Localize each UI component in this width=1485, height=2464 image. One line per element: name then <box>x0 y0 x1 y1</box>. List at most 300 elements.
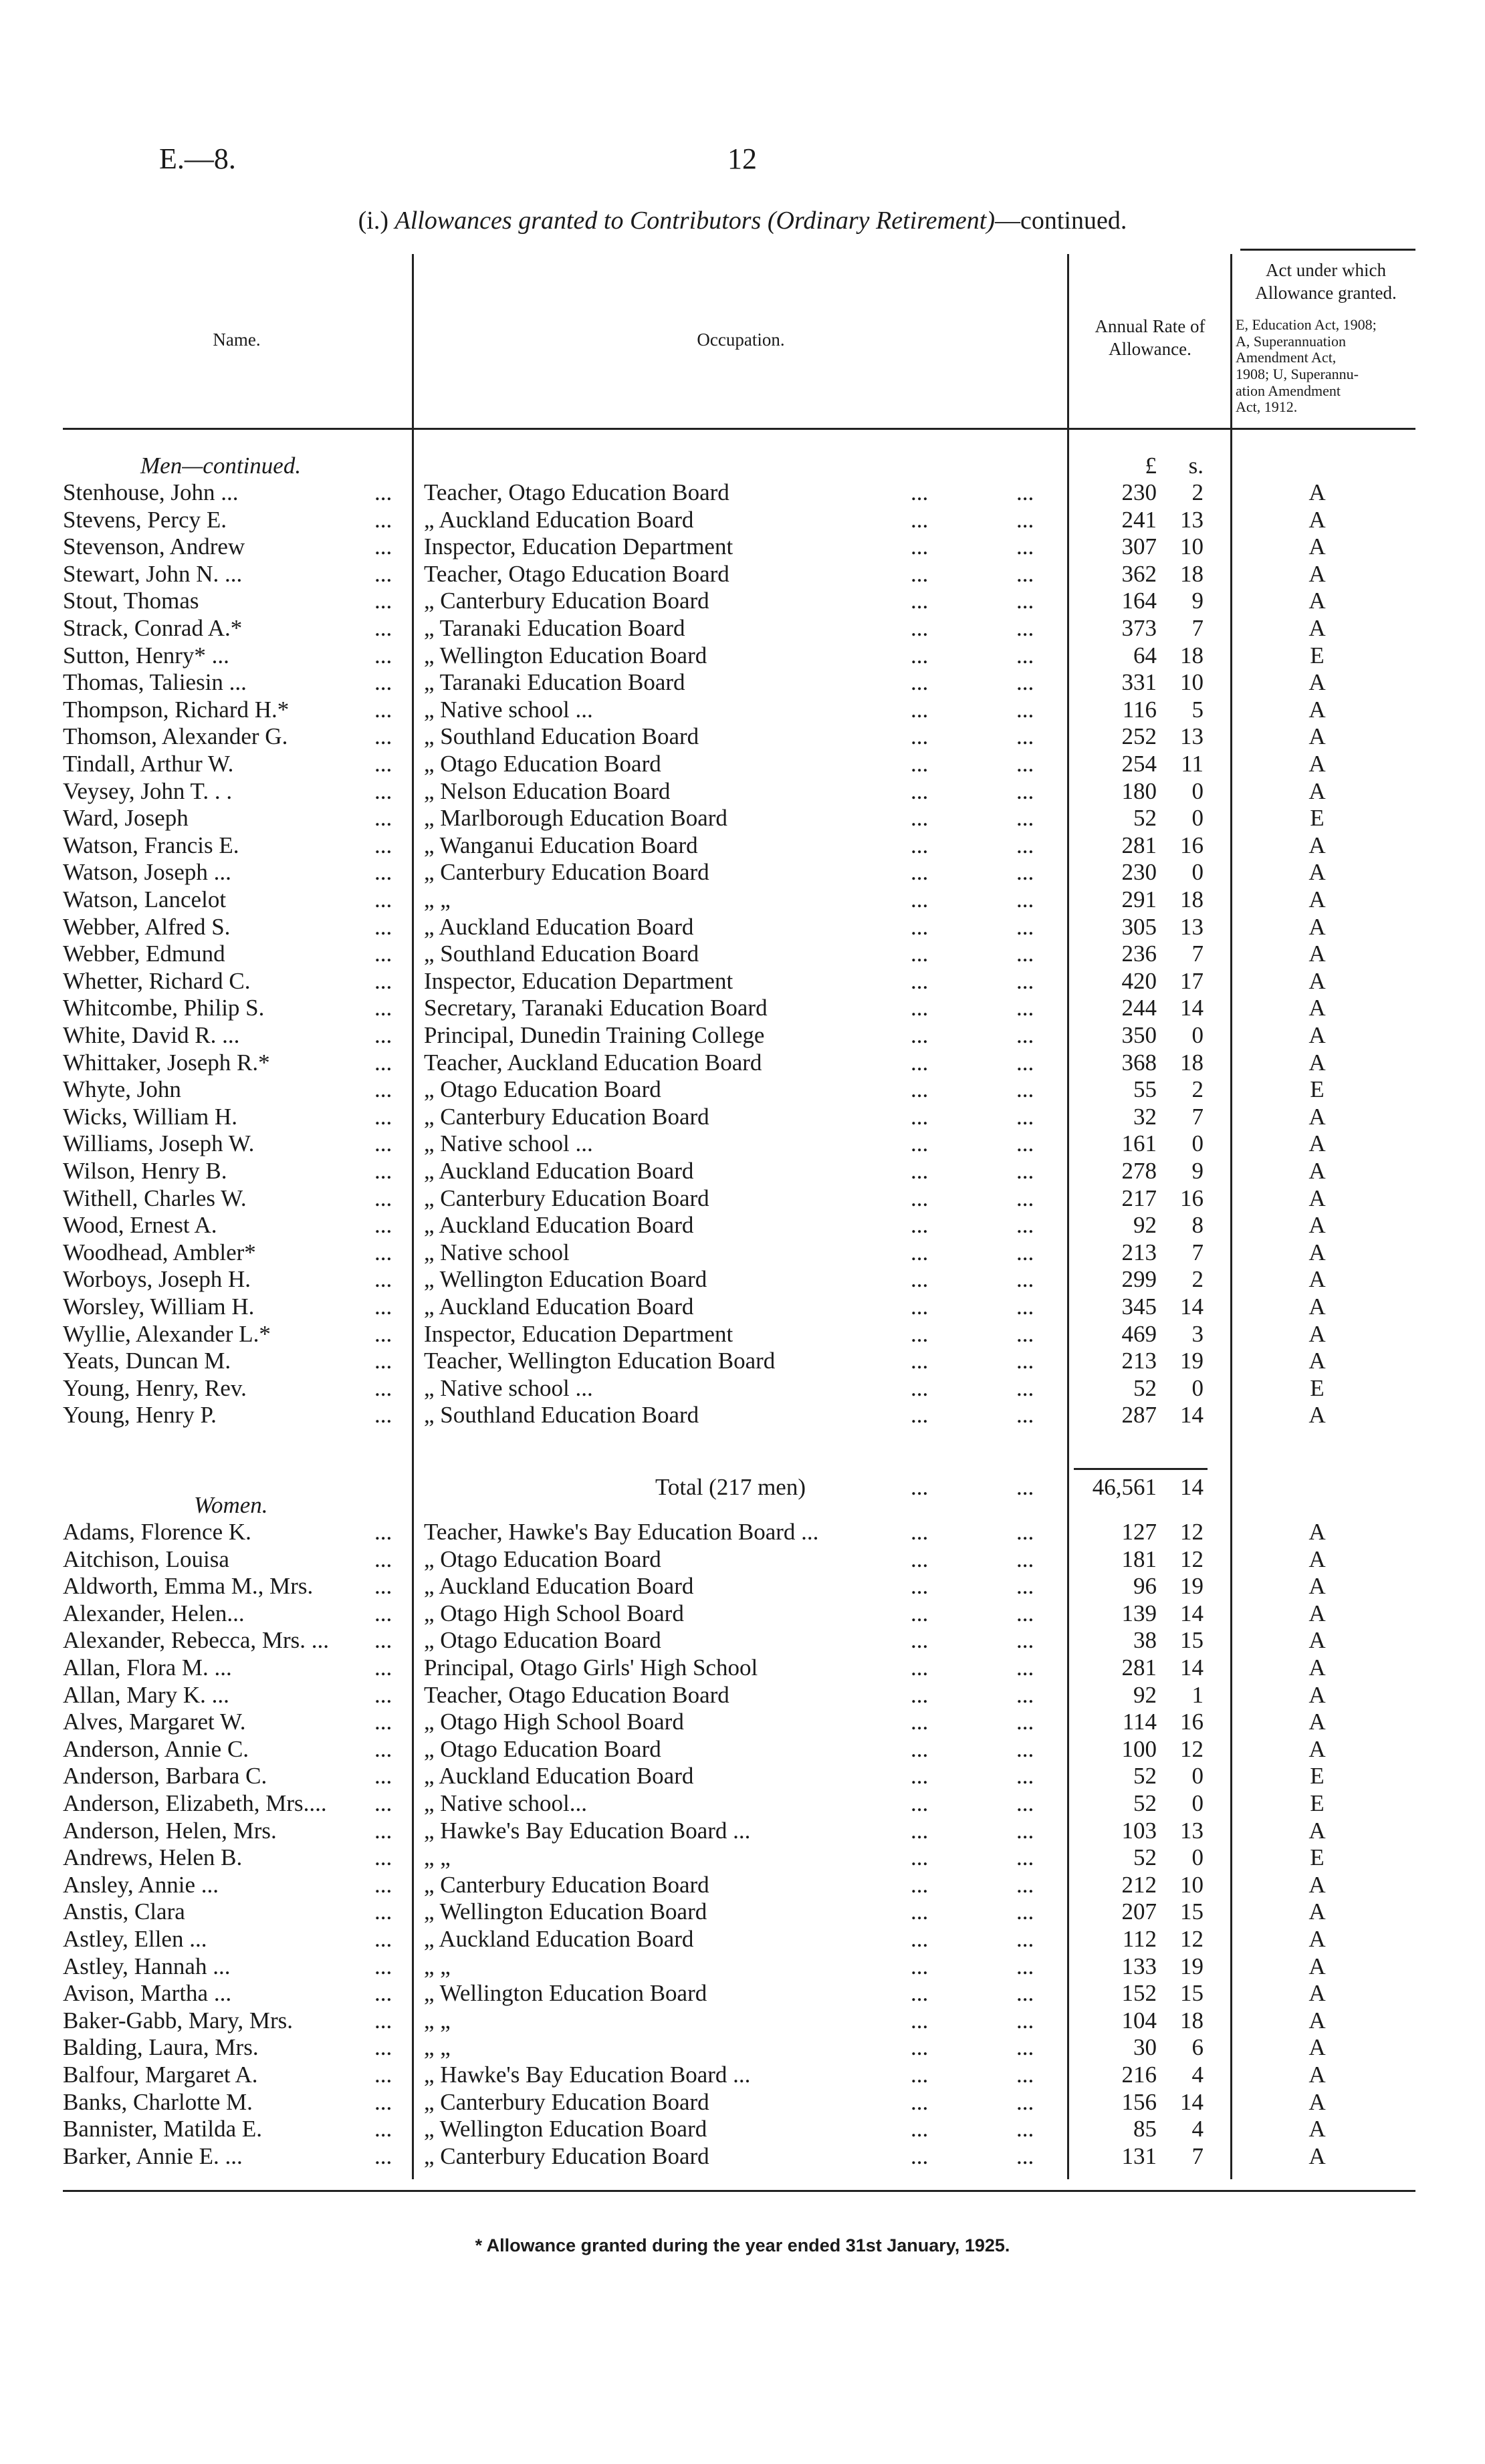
leader-dots: ... <box>374 560 392 587</box>
column-header-occupation: Occupation. <box>697 330 785 350</box>
rate-pounds: 131 <box>1121 2142 1157 2169</box>
act-code: A <box>1308 886 1326 912</box>
rate-shillings: 5 <box>1191 696 1204 723</box>
table-row <box>0 1402 1485 1429</box>
rate-shillings: 0 <box>1191 1022 1204 1048</box>
table-row <box>0 1076 1485 1103</box>
leader-dots: ... <box>374 1049 392 1076</box>
table-row <box>0 832 1485 859</box>
leader-dots: ... <box>374 1519 392 1545</box>
rate-pounds: 291 <box>1121 886 1157 912</box>
act-code: A <box>1308 669 1326 696</box>
leader-dots: ... <box>374 723 392 750</box>
occupation: „ Auckland Education Board <box>424 1293 694 1320</box>
leader-dots: ... <box>911 2142 929 2169</box>
act-note-line: ation Amendment <box>1236 382 1341 399</box>
allowee-name: Withell, Charles W. <box>63 1185 247 1211</box>
act-note-line: Amendment Act, <box>1236 349 1337 366</box>
table-row <box>0 968 1485 995</box>
allowee-name: Banks, Charlotte M. <box>63 2088 253 2115</box>
leader-dots: ... <box>911 1709 929 1735</box>
leader-dots: ... <box>1016 2062 1034 2088</box>
act-code: A <box>1308 1239 1326 1265</box>
leader-dots: ... <box>1016 1402 1034 1429</box>
table-row <box>0 1050 1485 1076</box>
leader-dots: ... <box>1016 1158 1034 1184</box>
allowee-name: Whitcombe, Philip S. <box>63 995 265 1021</box>
leader-dots: ... <box>1016 1519 1034 1545</box>
leader-dots: ... <box>374 941 392 967</box>
act-code: A <box>1308 1926 1326 1952</box>
table-row <box>0 1980 1485 2007</box>
rate-pounds: 307 <box>1121 533 1157 560</box>
rate-pounds: 207 <box>1121 1898 1157 1925</box>
act-code: A <box>1308 2007 1326 2034</box>
occupation: „ Wellington Education Board <box>424 1980 707 2007</box>
table-row <box>0 1573 1485 1600</box>
leader-dots: ... <box>911 1130 929 1157</box>
table-row <box>0 533 1485 560</box>
occupation: Principal, Otago Girls' High School <box>424 1654 758 1681</box>
leader-dots: ... <box>374 2007 392 2034</box>
rate-pounds: 52 <box>1133 805 1157 832</box>
caption-prefix: (i.) <box>358 207 395 235</box>
rate-shillings: 12 <box>1180 1926 1204 1952</box>
act-code: A <box>1308 777 1326 804</box>
rate-pounds: 281 <box>1121 832 1157 858</box>
allowee-name: Anderson, Annie C. <box>63 1735 249 1762</box>
total-shillings: 14 <box>1180 1474 1204 1500</box>
act-code: A <box>1308 1735 1326 1762</box>
leader-dots: ... <box>374 1627 392 1654</box>
leader-dots: ... <box>911 913 929 940</box>
rate-shillings: 12 <box>1180 1519 1204 1545</box>
table-row <box>0 669 1485 696</box>
rate-pounds: 350 <box>1121 1022 1157 1048</box>
leader-dots: ... <box>911 1817 929 1844</box>
document-reference: E.—8. <box>159 142 236 175</box>
leader-dots: ... <box>374 669 392 696</box>
rate-pounds: 213 <box>1121 1348 1157 1374</box>
leader-dots: ... <box>374 1402 392 1429</box>
leader-dots: ... <box>374 1320 392 1347</box>
rate-pounds: 345 <box>1121 1293 1157 1320</box>
leader-dots: ... <box>911 2062 929 2088</box>
table-row <box>0 1022 1485 1049</box>
act-code: A <box>1308 506 1326 533</box>
leader-dots: ... <box>374 1293 392 1320</box>
leader-dots: ... <box>911 941 929 967</box>
table-row <box>0 1212 1485 1239</box>
leader-dots: ... <box>1016 1103 1034 1130</box>
table-row <box>0 1239 1485 1266</box>
act-note-line: E, Education Act, 1908; <box>1236 316 1377 333</box>
allowee-name: Young, Henry, Rev. <box>63 1374 247 1401</box>
rate-pounds: 241 <box>1121 506 1157 533</box>
act-code: A <box>1308 1600 1326 1626</box>
rate-pounds: 52 <box>1133 1790 1157 1816</box>
header-bottom-rule <box>63 428 1415 430</box>
table-row <box>0 2089 1485 2116</box>
leader-dots: ... <box>374 1348 392 1374</box>
leader-dots: ... <box>374 2088 392 2115</box>
rate-shillings: 15 <box>1180 1980 1204 2007</box>
table-row <box>0 751 1485 777</box>
leader-dots: ... <box>1016 1320 1034 1347</box>
occupation: „ Auckland Education Board <box>424 1763 694 1790</box>
act-code: A <box>1308 1654 1326 1681</box>
leader-dots: ... <box>374 859 392 886</box>
table-row <box>0 1600 1485 1627</box>
allowee-name: Alexander, Helen... <box>63 1600 245 1626</box>
leader-dots: ... <box>1016 560 1034 587</box>
act-code: A <box>1308 2088 1326 2115</box>
leader-dots: ... <box>911 1474 929 1500</box>
rate-shillings: 0 <box>1191 1374 1204 1401</box>
leader-dots: ... <box>1016 1790 1034 1816</box>
leader-dots: ... <box>1016 696 1034 723</box>
table-row <box>0 479 1485 506</box>
occupation: „ Otago Education Board <box>424 1627 661 1654</box>
allowee-name: Watson, Joseph ... <box>63 859 231 886</box>
leader-dots: ... <box>374 913 392 940</box>
rate-pounds: 52 <box>1133 1374 1157 1401</box>
rate-shillings: 0 <box>1191 1844 1204 1871</box>
act-code: A <box>1308 2142 1326 2169</box>
occupation: Teacher, Otago Education Board <box>424 560 729 587</box>
footnote: * Allowance granted during the year ended 31st January, 1925. <box>475 2235 1010 2255</box>
leader-dots: ... <box>374 995 392 1021</box>
allowee-name: Webber, Edmund <box>63 941 225 967</box>
leader-dots: ... <box>374 1898 392 1925</box>
leader-dots: ... <box>374 1790 392 1816</box>
column-header-act <box>1234 259 1417 305</box>
rate-shillings: 11 <box>1181 751 1204 777</box>
occupation: „ Native school... <box>424 1790 587 1816</box>
act-code: E <box>1310 805 1325 832</box>
act-code: A <box>1308 832 1326 858</box>
table-row <box>0 1926 1485 1953</box>
occupation: „ Wellington Education Board <box>424 642 707 668</box>
rate-pounds: 161 <box>1121 1130 1157 1157</box>
occupation: „ Otago Education Board <box>424 751 661 777</box>
leader-dots: ... <box>374 1654 392 1681</box>
leader-dots: ... <box>1016 1898 1034 1925</box>
table-row <box>0 886 1485 913</box>
act-code: A <box>1308 1049 1326 1076</box>
leader-dots: ... <box>374 1926 392 1952</box>
leader-dots: ... <box>911 1519 929 1545</box>
act-code: A <box>1308 696 1326 723</box>
leader-dots: ... <box>911 1844 929 1871</box>
rate-pounds: 52 <box>1133 1763 1157 1790</box>
table-row <box>0 1898 1485 1925</box>
rate-pounds: 252 <box>1121 723 1157 750</box>
rate-pounds: 236 <box>1121 941 1157 967</box>
rate-shillings: 14 <box>1180 1402 1204 1429</box>
rate-pounds: 64 <box>1133 642 1157 668</box>
leader-dots: ... <box>911 2088 929 2115</box>
rate-pounds: 254 <box>1121 751 1157 777</box>
rate-pounds: 116 <box>1122 696 1157 723</box>
table-row <box>0 1818 1485 1844</box>
rate-pounds: 373 <box>1121 615 1157 641</box>
rate-shillings: 0 <box>1191 777 1204 804</box>
leader-dots: ... <box>374 1185 392 1211</box>
rate-shillings: 13 <box>1180 913 1204 940</box>
leader-dots: ... <box>911 1158 929 1184</box>
leader-dots: ... <box>911 1320 929 1347</box>
leader-dots: ... <box>1016 751 1034 777</box>
rate-shillings: 18 <box>1180 2007 1204 2034</box>
leader-dots: ... <box>374 1844 392 1871</box>
occupation: „ Southland Education Board <box>424 1402 699 1429</box>
leader-dots: ... <box>1016 1709 1034 1735</box>
allowee-name: Stenhouse, John ... <box>63 479 239 505</box>
act-code: A <box>1308 560 1326 587</box>
table-row <box>0 2116 1485 2142</box>
rate-shillings: 15 <box>1180 1627 1204 1654</box>
leader-dots: ... <box>911 1600 929 1626</box>
table-row <box>0 588 1485 614</box>
occupation: „ „ <box>424 2007 451 2034</box>
leader-dots: ... <box>1016 479 1034 505</box>
leader-dots: ... <box>911 995 929 1021</box>
leader-dots: ... <box>1016 913 1034 940</box>
leader-dots: ... <box>1016 506 1034 533</box>
leader-dots: ... <box>1016 1212 1034 1239</box>
rate-shillings: 14 <box>1180 2088 1204 2115</box>
leader-dots: ... <box>374 886 392 912</box>
occupation: „ Native school ... <box>424 696 593 723</box>
occupation: „ Wellington Education Board <box>424 2116 707 2142</box>
rate-pounds: 92 <box>1133 1681 1157 1708</box>
act-code: A <box>1308 1348 1326 1374</box>
table-row <box>0 805 1485 832</box>
leader-dots: ... <box>1016 967 1034 994</box>
table-row <box>0 995 1485 1021</box>
act-code: A <box>1308 967 1326 994</box>
rate-shillings: 0 <box>1191 805 1204 832</box>
table-row <box>0 1158 1485 1185</box>
act-code: A <box>1308 2062 1326 2088</box>
pounds-unit: £ <box>1145 453 1157 479</box>
leader-dots: ... <box>1016 941 1034 967</box>
allowee-name: Young, Henry P. <box>63 1402 217 1429</box>
leader-dots: ... <box>911 1185 929 1211</box>
leader-dots: ... <box>374 615 392 641</box>
act-code: A <box>1308 2116 1326 2142</box>
rate-shillings: 12 <box>1180 1546 1204 1572</box>
allowee-name: Watson, Lancelot <box>63 886 227 912</box>
women-section-label: Women. <box>194 1492 268 1518</box>
rate-pounds: 299 <box>1121 1266 1157 1293</box>
leader-dots: ... <box>911 723 929 750</box>
occupation: „ Canterbury Education Board <box>424 1185 709 1211</box>
act-note-line: Act, 1912. <box>1236 398 1298 416</box>
allowee-name: Astley, Ellen ... <box>63 1926 207 1952</box>
allowee-name: Allan, Mary K. ... <box>63 1681 229 1708</box>
allowee-name: Alexander, Rebecca, Mrs. ... <box>63 1627 330 1654</box>
rate-shillings: 18 <box>1180 642 1204 668</box>
leader-dots: ... <box>911 2116 929 2142</box>
rate-shillings: 19 <box>1180 1573 1204 1600</box>
act-code: E <box>1310 1763 1325 1790</box>
rate-pounds: 244 <box>1121 995 1157 1021</box>
occupation: „ Wanganui Education Board <box>424 832 698 858</box>
leader-dots: ... <box>911 832 929 858</box>
rate-pounds: 180 <box>1121 777 1157 804</box>
rate-shillings: 4 <box>1191 2116 1204 2142</box>
rate-shillings: 8 <box>1191 1212 1204 1239</box>
occupation: Teacher, Otago Education Board <box>424 1681 729 1708</box>
rate-shillings: 18 <box>1180 560 1204 587</box>
act-code: A <box>1308 1898 1326 1925</box>
act-code: A <box>1308 1103 1326 1130</box>
table-row <box>0 2007 1485 2034</box>
men-section-label: Men—continued. <box>140 453 302 479</box>
leader-dots: ... <box>374 2142 392 2169</box>
leader-dots: ... <box>911 669 929 696</box>
occupation: „ Native school <box>424 1239 570 1265</box>
leader-dots: ... <box>1016 995 1034 1021</box>
leader-dots: ... <box>374 832 392 858</box>
table-caption <box>0 206 1485 235</box>
table-row <box>0 1654 1485 1681</box>
occupation: „ Nelson Education Board <box>424 777 671 804</box>
leader-dots: ... <box>911 1654 929 1681</box>
occupation: Inspector, Education Department <box>424 533 733 560</box>
occupation: „ Canterbury Education Board <box>424 1103 709 1130</box>
allowee-name: Veysey, John T. . . <box>63 777 233 804</box>
allowee-name: Ward, Joseph <box>63 805 189 832</box>
table-row <box>0 507 1485 533</box>
leader-dots: ... <box>911 506 929 533</box>
rate-shillings: 7 <box>1191 941 1204 967</box>
leader-dots: ... <box>374 1953 392 1979</box>
allowee-name: Strack, Conrad A.* <box>63 615 243 641</box>
rate-shillings: 14 <box>1180 995 1204 1021</box>
occupation: „ Auckland Education Board <box>424 1158 694 1184</box>
leader-dots: ... <box>1016 1130 1034 1157</box>
act-code: A <box>1308 1627 1326 1654</box>
leader-dots: ... <box>911 1980 929 2007</box>
allowee-name: Whyte, John <box>63 1076 181 1103</box>
occupation: Inspector, Education Department <box>424 1320 733 1347</box>
table-row <box>0 1763 1485 1790</box>
table-row <box>0 1709 1485 1735</box>
occupation: Teacher, Hawke's Bay Education Board ... <box>424 1519 819 1545</box>
leader-dots: ... <box>374 2116 392 2142</box>
rate-shillings: 0 <box>1191 1790 1204 1816</box>
leader-dots: ... <box>374 805 392 832</box>
act-code: A <box>1308 1185 1326 1211</box>
rate-shillings: 1 <box>1191 1681 1204 1708</box>
leader-dots: ... <box>374 533 392 560</box>
allowee-name: Wood, Ernest A. <box>63 1212 217 1239</box>
occupation: Teacher, Otago Education Board <box>424 479 729 505</box>
allowee-name: Astley, Hannah ... <box>63 1953 231 1979</box>
leader-dots: ... <box>911 1374 929 1401</box>
act-note-line: 1908; U, Superannu- <box>1236 365 1359 382</box>
act-code: A <box>1308 1573 1326 1600</box>
rate-pounds: 96 <box>1133 1573 1157 1600</box>
act-code: E <box>1310 642 1325 668</box>
leader-dots: ... <box>911 1293 929 1320</box>
leader-dots: ... <box>911 1239 929 1265</box>
act-note-line: A, Superannuation <box>1236 332 1346 350</box>
table-row <box>0 1348 1485 1374</box>
leader-dots: ... <box>1016 1374 1034 1401</box>
occupation: „ Auckland Education Board <box>424 1573 694 1600</box>
act-code: A <box>1308 1681 1326 1708</box>
leader-dots: ... <box>1016 1817 1034 1844</box>
occupation: „ Auckland Education Board <box>424 1926 694 1952</box>
occupation: „ Southland Education Board <box>424 941 699 967</box>
leader-dots: ... <box>374 588 392 614</box>
leader-dots: ... <box>911 1348 929 1374</box>
rate-shillings: 14 <box>1180 1654 1204 1681</box>
act-code: A <box>1308 1402 1326 1429</box>
table-row <box>0 1872 1485 1898</box>
leader-dots: ... <box>374 696 392 723</box>
act-code: A <box>1308 995 1326 1021</box>
rate-shillings: 0 <box>1191 1763 1204 1790</box>
allowee-name: Thompson, Richard H.* <box>63 696 290 723</box>
table-row <box>0 1953 1485 1980</box>
rate-pounds: 230 <box>1121 859 1157 886</box>
leader-dots: ... <box>911 1402 929 1429</box>
rate-shillings: 14 <box>1180 1600 1204 1626</box>
leader-dots: ... <box>374 1374 392 1401</box>
table-row <box>0 859 1485 886</box>
allowee-name: Worsley, William H. <box>63 1293 255 1320</box>
leader-dots: ... <box>1016 859 1034 886</box>
leader-dots: ... <box>374 1130 392 1157</box>
leader-dots: ... <box>374 1600 392 1626</box>
allowee-name: Andrews, Helen B. <box>63 1844 243 1871</box>
table-row <box>0 697 1485 723</box>
table-row <box>0 615 1485 642</box>
allowee-name: Williams, Joseph W. <box>63 1130 255 1157</box>
leader-dots: ... <box>911 1871 929 1898</box>
leader-dots: ... <box>1016 1348 1034 1374</box>
leader-dots: ... <box>1016 2088 1034 2115</box>
occupation: „ Canterbury Education Board <box>424 2088 709 2115</box>
leader-dots: ... <box>911 1076 929 1103</box>
allowee-name: Woodhead, Ambler* <box>63 1239 256 1265</box>
act-code: A <box>1308 615 1326 641</box>
leader-dots: ... <box>911 533 929 560</box>
allowee-name: Anderson, Barbara C. <box>63 1763 267 1790</box>
act-header-note <box>1236 317 1377 416</box>
act-code: E <box>1310 1374 1325 1401</box>
unit-header-row <box>0 453 1485 479</box>
occupation: „ Hawke's Bay Education Board ... <box>424 1817 751 1844</box>
leader-dots: ... <box>911 1212 929 1239</box>
leader-dots: ... <box>1016 2116 1034 2142</box>
occupation: „ Canterbury Education Board <box>424 588 709 614</box>
shillings-unit: s. <box>1188 453 1204 479</box>
act-code: A <box>1308 2034 1326 2061</box>
rate-shillings: 7 <box>1191 1103 1204 1130</box>
rate-shillings: 18 <box>1180 886 1204 912</box>
act-code: A <box>1308 751 1326 777</box>
act-code: A <box>1308 1871 1326 1898</box>
rate-shillings: 0 <box>1191 1130 1204 1157</box>
leader-dots: ... <box>374 1871 392 1898</box>
leader-dots: ... <box>911 2034 929 2061</box>
